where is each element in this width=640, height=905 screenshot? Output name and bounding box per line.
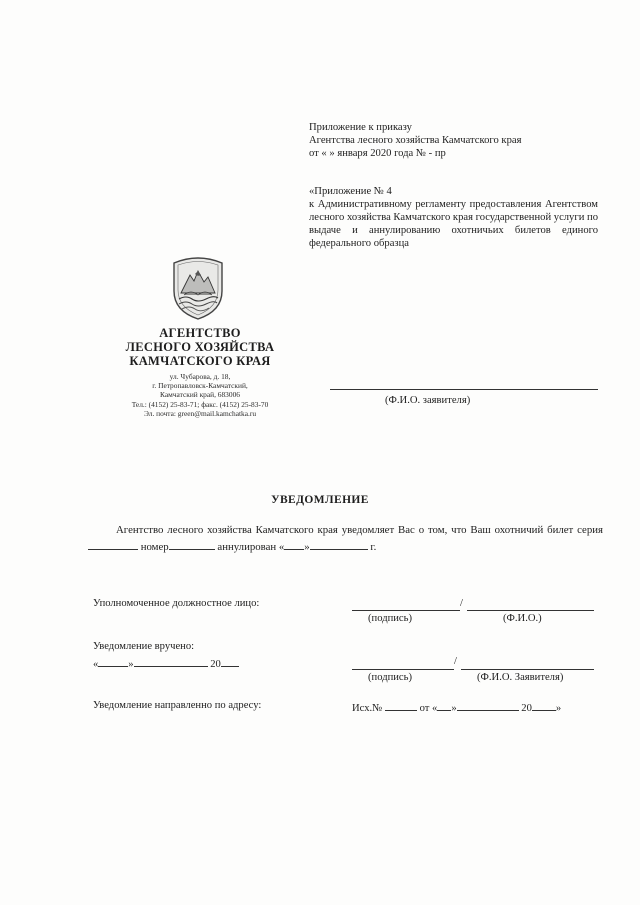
agency-email: Эл. почта: green@mail.kamchatka.ru [143,408,257,418]
official-name-line [467,610,594,611]
applicant-caption: (Ф.И.О. заявителя) [385,395,471,406]
delivered-label: Уведомление вручено: [93,641,195,652]
applicant-name-sign-line [461,669,594,670]
delivered-day-blank [98,656,128,667]
outgoing-month-blank [457,700,519,711]
official-name-caption: (Ф.И.О.) [503,613,542,624]
appendix-ref-title: «Приложение № 4 [309,186,392,197]
applicant-slash: / [454,656,457,667]
official-signature-line [352,610,460,611]
day-blank [284,539,304,550]
appendix-reference [309,185,598,250]
appendix-line-2: Агентства лесного хозяйства Камчатского края [309,135,522,146]
appendix-line-3: от « » января 2020 года № - пр [309,148,446,159]
appendix-header [309,121,521,160]
body-number-label: номер [140,541,169,553]
official-sign-caption: (подпись) [368,613,412,624]
delivered-year: 20 [210,659,221,670]
agency-address-1: ул. Чубарова, д. 18, [169,372,231,381]
agency-block [95,326,305,418]
agency-address-3: Камчатский край, 683006 [160,390,240,400]
month-year-blank [310,539,368,550]
delivered-date [93,656,239,670]
number-blank [169,539,215,550]
agency-address-2: г. Петропавловск-Камчатский, [152,381,248,391]
agency-phones: Тел.: (4152) 25-83-71; факс. (4152) 25-83-70 [131,399,269,409]
applicant-sign-caption: (подпись) [368,672,412,683]
appendix-line-1: Приложение к приказу [309,122,412,133]
outgoing-end: » [555,703,562,714]
outgoing-quote-close: » [451,703,457,714]
delivered-date-open: « [93,659,99,670]
applicant-name-caption: (Ф.И.О. Заявителя) [477,672,564,683]
appendix-ref-text: к Административному регламенту предоставления Агентством лесного хозяйства Камчатского края государственной услуги по выдаче и аннулированию охотничьих билетов единого федерального образца [309,199,598,249]
delivered-month-blank [134,656,208,667]
body-cancelled-label: аннулирован « [217,541,285,553]
outgoing-number-blank [385,700,417,711]
document-title: УВЕДОМЛЕНИЕ [271,494,369,506]
body-year-suffix: г. [370,541,377,553]
outgoing-year-blank [532,700,556,711]
outgoing-year: 20 [521,703,532,714]
outgoing-day-blank [437,700,451,711]
delivered-year-blank [221,656,239,667]
body-quote-close: » [304,541,310,553]
outgoing-from: от « [419,703,438,714]
series-blank [88,539,138,550]
notification-body [88,522,603,556]
applicant-signature-line [352,669,454,670]
agency-name-line-1: АГЕНТСТВО [159,326,241,340]
kamchatka-coat-of-arms-icon [164,255,232,321]
outgoing-reference [352,700,561,714]
official-slash: / [460,598,463,609]
delivered-date-close: » [128,659,134,670]
sent-label: Уведомление направленно по адресу: [93,700,262,711]
official-label: Уполномоченное должностное лицо: [93,598,260,609]
applicant-name-line [330,389,598,390]
agency-name-line-3: КАМЧАТСКОГО КРАЯ [129,354,271,368]
outgoing-prefix: Исх.№ [352,703,383,714]
body-text-start: Агентство лесного хозяйства Камчатского края уведомляет Вас о том, что Ваш охотничий билет серия [116,524,603,536]
agency-name-line-2: ЛЕСНОГО ХОЗЯЙСТВА [125,340,275,354]
